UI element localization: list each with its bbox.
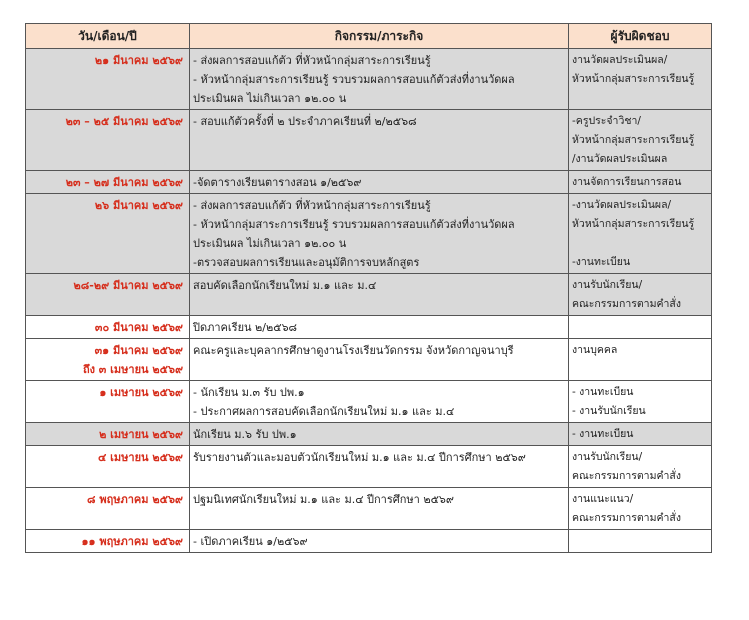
- table-row: [26, 530, 712, 553]
- date-cell-line: ๘ พฤษภาคม ๒๕๖๙: [87, 493, 183, 506]
- date-cell-line: ๒ เมษายน ๒๕๖๙: [99, 428, 183, 441]
- date-cell-line: ๓๐ มีนาคม ๒๕๖๙: [94, 321, 183, 334]
- activity-cell: [190, 110, 569, 171]
- activity-cell-line: - นักเรียน ม.๓ รับ ปพ.๑: [193, 386, 305, 399]
- responsible-cell: [569, 488, 712, 530]
- responsible-cell: [569, 171, 712, 194]
- activity-cell-line: ปิดภาคเรียน ๒/๒๕๖๘: [193, 321, 298, 334]
- date-cell: [26, 171, 190, 194]
- activity-cell-line: - ประกาศผลการสอบคัดเลือกนักเรียนใหม่ ม.๑ และ ม.๔: [193, 405, 455, 418]
- date-cell: [26, 339, 190, 381]
- date-cell: [26, 381, 190, 423]
- activity-cell-line: -ตรวจสอบผลการเรียนและอนุมัติการจบหลักสูตร: [193, 256, 420, 269]
- responsible-cell-line: งานบุคคล: [572, 344, 618, 356]
- activity-cell: [190, 423, 569, 446]
- schedule-body: [26, 49, 712, 553]
- responsible-cell-line: - งานทะเบียน: [572, 386, 634, 398]
- date-cell-line: ๒๓ – ๒๕ มีนาคม ๒๕๖๙: [65, 115, 183, 128]
- header-row: [26, 24, 712, 49]
- responsible-cell-line: -งานทะเบียน: [572, 256, 631, 268]
- activity-cell: [190, 381, 569, 423]
- table-row: [26, 423, 712, 446]
- activity-cell: [190, 171, 569, 194]
- responsible-cell-line: - งานรับนักเรียน: [572, 405, 646, 417]
- activity-cell-line: นักเรียน ม.๖ รับ ปพ.๑: [193, 428, 297, 441]
- activity-cell-line: -จัดตารางเรียนตารางสอน ๑/๒๕๖๙: [193, 176, 362, 189]
- table-row: [26, 339, 712, 381]
- responsible-cell-line: หัวหน้ากลุ่มสาระการเรียนรู้: [572, 73, 695, 85]
- table-row: [26, 194, 712, 274]
- responsible-cell-line: หัวหน้ากลุ่มสาระการเรียนรู้: [572, 134, 695, 146]
- responsible-cell: [569, 274, 712, 316]
- responsible-cell-line: หัวหน้ากลุ่มสาระการเรียนรู้: [572, 218, 695, 230]
- date-cell: [26, 316, 190, 339]
- responsible-cell-line: งานจัดการเรียนการสอน: [572, 176, 682, 188]
- table-row: [26, 110, 712, 171]
- table-row: [26, 49, 712, 110]
- header-responsible: ผู้รับผิดชอบ: [569, 24, 712, 49]
- activity-cell-line: - ส่งผลการสอบแก้ตัว ที่หัวหน้ากลุ่มสาระการเรียนรู้: [193, 54, 431, 67]
- responsible-cell-line: งานแนะแนว/: [572, 493, 634, 505]
- header-activity: กิจกรรม/ภาระกิจ: [190, 24, 569, 49]
- schedule-table: [25, 23, 712, 553]
- date-cell: [26, 530, 190, 553]
- date-cell: [26, 423, 190, 446]
- activity-cell-line: - สอบแก้ตัวครั้งที่ ๒ ประจำภาคเรียนที่ ๒/๒๕๖๘: [193, 115, 417, 128]
- table-row: [26, 316, 712, 339]
- activity-cell: [190, 530, 569, 553]
- activity-cell-line: คณะครูและบุคลากรศึกษาดูงานโรงเรียนวัดกรรม จังหวัดกาญจนาบุรี: [193, 344, 514, 357]
- activity-cell: [190, 49, 569, 110]
- header-date: วัน/เดือน/ปี: [26, 24, 190, 49]
- responsible-cell: [569, 49, 712, 110]
- activity-cell-line: ประเมินผล ไม่เกินเวลา ๑๒.๐๐ น: [193, 237, 347, 250]
- responsible-cell-line: คณะกรรมการตามคำสั่ง: [572, 298, 681, 310]
- activity-cell: [190, 194, 569, 274]
- date-cell-line: ๒๖ มีนาคม ๒๕๖๙: [94, 199, 183, 212]
- date-cell: [26, 49, 190, 110]
- activity-cell: [190, 316, 569, 339]
- activity-cell-line: ประเมินผล ไม่เกินเวลา ๑๒.๐๐ น: [193, 92, 347, 105]
- responsible-cell-line: งานรับนักเรียน/: [572, 279, 643, 291]
- responsible-cell: [569, 339, 712, 381]
- table-row: [26, 381, 712, 423]
- responsible-cell: [569, 381, 712, 423]
- activity-cell-line: รับรายงานตัวและมอบตัวนักเรียนใหม่ ม.๑ และ ม.๔ ปีการศึกษา ๒๕๖๙: [193, 451, 526, 464]
- date-cell: [26, 274, 190, 316]
- responsible-cell-line: -ครูประจำวิชา/: [572, 115, 641, 127]
- date-cell: [26, 110, 190, 171]
- date-cell: [26, 194, 190, 274]
- activity-cell-line: - หัวหน้ากลุ่มสาระการเรียนรู้ รวบรวมผลการสอบแก้ตัวส่งที่งานวัดผล: [193, 73, 515, 86]
- responsible-cell: [569, 423, 712, 446]
- responsible-cell-line: - งานทะเบียน: [572, 428, 634, 440]
- activity-cell-line: - หัวหน้ากลุ่มสาระการเรียนรู้ รวบรวมผลการสอบแก้ตัวส่งที่งานวัดผล: [193, 218, 515, 231]
- activity-cell: [190, 488, 569, 530]
- responsible-cell-line: [572, 234, 708, 253]
- responsible-cell: [569, 446, 712, 488]
- table-row: [26, 171, 712, 194]
- date-cell-line: ๒๘-๒๙ มีนาคม ๒๕๖๙: [73, 279, 183, 292]
- activity-cell-line: ปฐมนิเทศนักเรียนใหม่ ม.๑ และ ม.๔ ปีการศึกษา ๒๕๖๙: [193, 493, 454, 506]
- responsible-cell: [569, 194, 712, 274]
- date-cell: [26, 446, 190, 488]
- responsible-cell: [569, 110, 712, 171]
- date-cell-line: ๓๑ มีนาคม ๒๕๖๙: [94, 344, 183, 357]
- date-cell-line: ๑ เมษายน ๒๕๖๙: [99, 386, 183, 399]
- table-row: [26, 488, 712, 530]
- date-cell-line: ๔ เมษายน ๒๕๖๙: [97, 451, 183, 464]
- activity-cell-line: สอบคัดเลือกนักเรียนใหม่ ม.๑ และ ม.๔: [193, 279, 377, 292]
- responsible-cell-line: -งานวัดผลประเมินผล/: [572, 199, 672, 211]
- responsible-cell-line: งานรับนักเรียน/: [572, 451, 643, 463]
- activity-cell-line: - เปิดภาคเรียน ๑/๒๕๖๙: [193, 535, 308, 548]
- date-cell-line: ถึง ๓ เมษายน ๒๕๖๙: [82, 363, 183, 376]
- activity-cell: [190, 446, 569, 488]
- table-row: [26, 446, 712, 488]
- responsible-cell-line: /งานวัดผลประเมินผล: [572, 153, 668, 165]
- activity-cell-line: - ส่งผลการสอบแก้ตัว ที่หัวหน้ากลุ่มสาระการเรียนรู้: [193, 199, 431, 212]
- activity-cell: [190, 274, 569, 316]
- responsible-cell-line: งานวัดผลประเมินผล/: [572, 54, 668, 66]
- date-cell-line: ๑๑ พฤษภาคม ๒๕๖๙: [81, 535, 183, 548]
- date-cell: [26, 488, 190, 530]
- date-cell-line: ๒๓ – ๒๗ มีนาคม ๒๕๖๙: [65, 176, 183, 189]
- table-row: [26, 274, 712, 316]
- responsible-cell-line: คณะกรรมการตามคำสั่ง: [572, 512, 681, 524]
- date-cell-line: ๒๑ มีนาคม ๒๕๖๙: [94, 54, 183, 67]
- responsible-cell-line: คณะกรรมการตามคำสั่ง: [572, 470, 681, 482]
- responsible-cell: [569, 530, 712, 553]
- activity-cell: [190, 339, 569, 381]
- responsible-cell: [569, 316, 712, 339]
